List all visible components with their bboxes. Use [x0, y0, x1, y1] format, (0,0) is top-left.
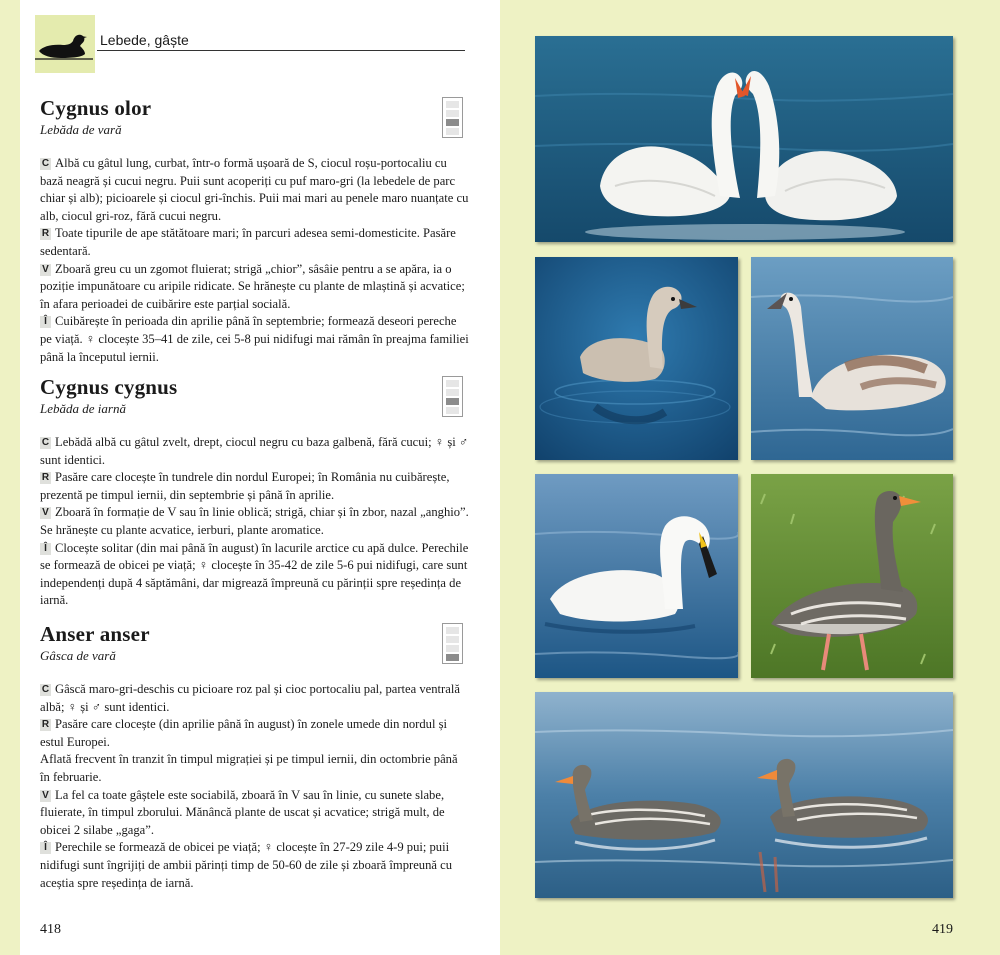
photo-cygnet-downy [535, 257, 738, 460]
header-rule [97, 50, 465, 51]
entry-range [40, 225, 470, 260]
species-latin-name: Anser anser [40, 622, 150, 646]
entry-marker: C [41, 437, 50, 448]
species-common-name: Gâsca de vară [40, 648, 116, 663]
entry-marker: V [40, 507, 51, 519]
entry-marker: R [41, 719, 50, 731]
species-cygnus-cygnus [40, 375, 470, 610]
species-description [40, 681, 470, 892]
entry-text: Gâscă maro-gri-deschis cu picioare roz pal și cioc portocaliu pal, partea ventrală albă; ♀ și ♂ sunt identici. [40, 682, 460, 714]
section-title: Lebede, gâște [100, 32, 189, 48]
entry-appearance [40, 155, 470, 225]
species-common-name: Lebăda de iarnă [40, 401, 126, 416]
species-cygnus-olor [40, 96, 470, 366]
species-description [40, 155, 470, 366]
entry-text: Cuibărește în perioada din aprilie până în septembrie; formează deseori pereche pe viață. ♀ clocește 35–41 de zile, cei 5-8 pui nidifugi mai rămân în preajma familiei până la începutul iernii. [40, 314, 469, 364]
entry-breeding [40, 839, 470, 892]
silhouette-id-box [442, 623, 463, 664]
entry-marker: R [41, 228, 50, 240]
entry-behaviour [40, 787, 470, 840]
left-page-edge-strip [0, 0, 20, 955]
entry-behaviour [40, 261, 470, 314]
species-anser-anser [40, 622, 470, 892]
entry-migration-note [40, 751, 470, 786]
silhouette-id-box [442, 97, 463, 138]
entry-text: Pasăre care clocește (din aprilie până în august) în zonele umede din nordul și estul Europei. [40, 717, 448, 749]
entry-text: Albă cu gâtul lung, curbat, într-o formă ușoară de S, ciocul roșu-portocaliu cu bază neagră și cucui negru. Puii sunt acoperiți cu puf maro-gri (la lebedele de parc chiar și alb); picioarele și ciocul gri-închis. Puii mai mari au penele maro nuanțate cu alb, ciocul gri-roz, fără cucui negru. [40, 156, 469, 223]
page-number-left: 418 [40, 922, 61, 937]
entry-breeding [40, 540, 470, 610]
entry-text: Zboară în formație de V sau în linie oblică; strigă, chiar și în zbor, nazal „anghio”. Se hrănește cu plante acvatice, ierburi, plante aromatice. [40, 505, 469, 537]
entry-text: Perechile se formează de obicei pe viață; ♀ clocește în 27-29 zile 4-9 pui; puii nidifugi sunt îngrijiți de ambii părinți timp de 50-60 de zile și zboară împreună cu aceștia spre reședința de iarnă. [40, 840, 452, 890]
entry-text: Aflată frecvent în tranzit în timpul migrației și pe timpul iernii, din octombrie până în februarie. [40, 752, 458, 784]
photo-juvenile-mute-swan [751, 257, 953, 460]
photo-whooper-swan [535, 474, 738, 678]
entry-appearance [40, 434, 470, 469]
entry-marker: Î [40, 842, 51, 854]
entry-text: La fel ca toate gâștele este sociabilă, zboară în V sau în linie, cu sunete slabe, fluierate, în timpul zborului. Mănâncă plante de uscat și acvatice; strigă mult, de obicei 2 silabe „gaga”. [40, 787, 445, 837]
entry-marker: C [41, 684, 50, 695]
entry-text: Toate tipurile de ape stătătoare mari; în parcuri adesea semi-domesticite. Pasăre sedentară. [40, 226, 456, 258]
entry-text: Zboară greu cu un zgomot fluierat; strigă „chior”, sâsâie pentru a se apăra, ia o poziție impunătoare cu aripile ridicate. Se hrănește cu plante de mlaștină și acvatice; în afara perioadei de cuibărire este parțial socială. [40, 261, 465, 311]
entry-breeding [40, 313, 470, 366]
section-icon-box [35, 15, 95, 73]
entry-appearance [40, 681, 470, 716]
species-latin-name: Cygnus olor [40, 96, 152, 120]
duck-silhouette-icon [35, 15, 95, 73]
silhouette-id-box [442, 376, 463, 417]
entry-text: Clocește solitar (din mai până în august) în lacurile arctice cu apă dulce. Perechile se formează de obicei pe viață; ♀ clocește în 35-42 de zile 5-6 pui nidifugi, care sunt independenți după 4 săptămâni, dar migrează împreună cu părinții spre reședința de iarnă. [40, 540, 469, 608]
entry-text: Pasăre care clocește în tundrele din nordul Europei; în România nu cuibărește, prezentă pe timpul iernii, din septembrie și până în aprilie. [40, 470, 450, 502]
entry-range [40, 716, 470, 751]
photo-mute-swan-pair [535, 36, 953, 242]
entry-marker: V [40, 790, 51, 802]
entry-marker: Î [40, 316, 51, 328]
entry-behaviour [40, 504, 470, 539]
entry-range [40, 469, 470, 504]
species-common-name: Lebăda de vară [40, 122, 122, 137]
entry-marker: R [41, 472, 50, 484]
entry-text: Lebădă albă cu gâtul zvelt, drept, ciocul negru cu baza galbenă, fără cucui; ♀ și ♂ sunt identici. [40, 435, 469, 467]
entry-marker: C [41, 158, 50, 169]
species-latin-name: Cygnus cygnus [40, 375, 178, 399]
photo-greylag-geese-swimming [535, 692, 953, 898]
species-description [40, 434, 470, 610]
photo-greylag-goose-standing [751, 474, 953, 678]
entry-marker: V [40, 264, 51, 276]
page-number-right: 419 [932, 922, 953, 937]
entry-marker: Î [40, 543, 51, 555]
